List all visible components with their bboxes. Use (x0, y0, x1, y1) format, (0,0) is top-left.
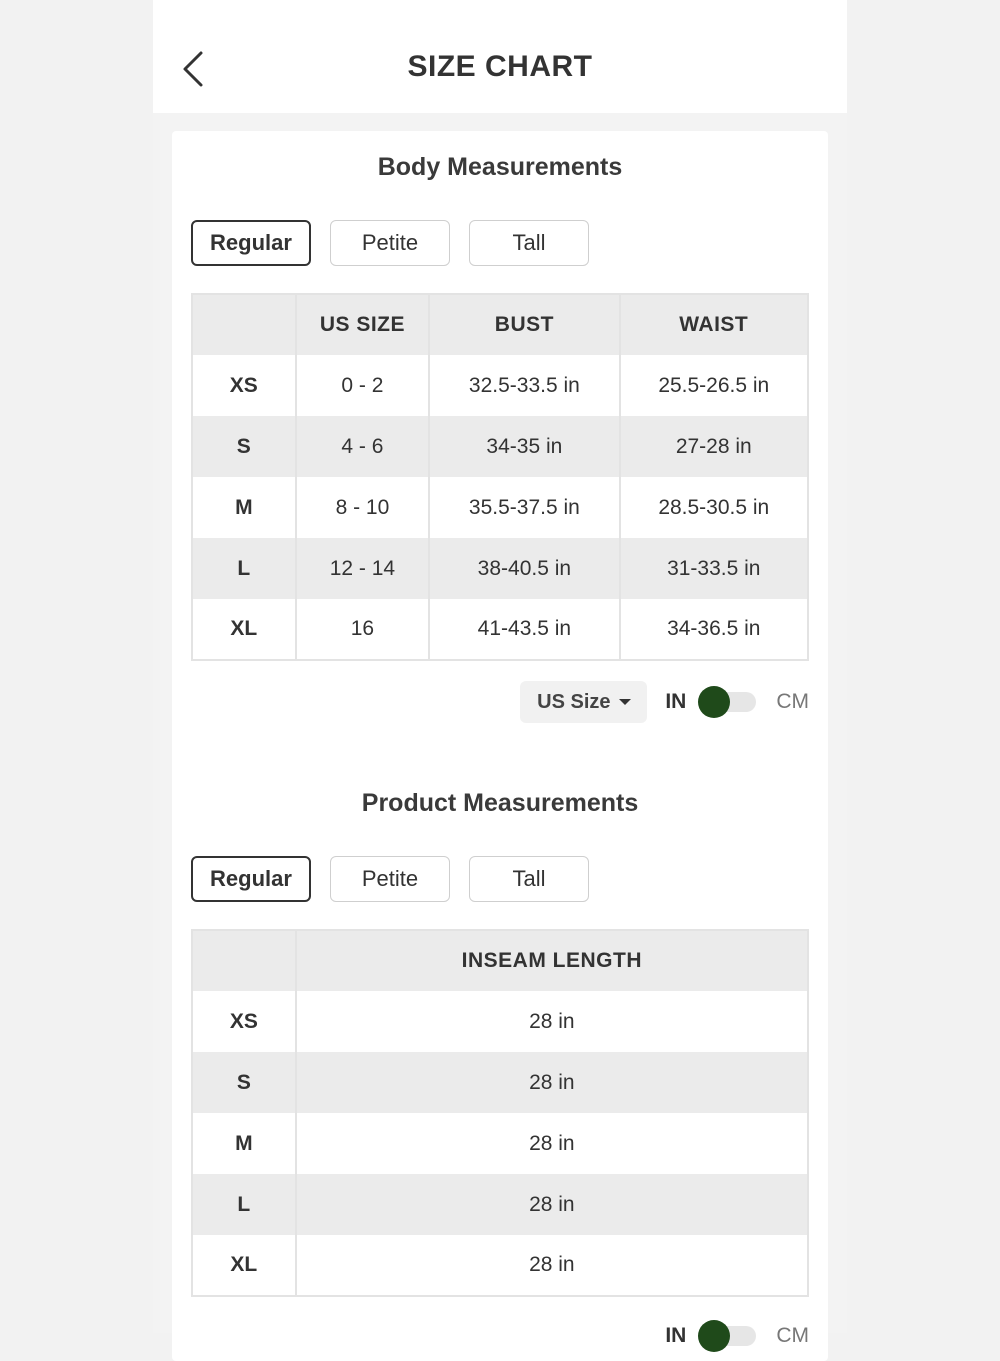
table-header-row (192, 930, 808, 991)
waist-cell: 34-36.5 in (667, 617, 761, 640)
unit-toggle[interactable] (698, 1318, 756, 1354)
table-row (192, 1174, 808, 1235)
toggle-knob (698, 686, 730, 718)
us-size-cell: 0 - 2 (296, 355, 430, 416)
body-fit-tabs (191, 220, 589, 266)
tab-regular[interactable]: Regular (191, 856, 311, 902)
bust-cell: 41-43.5 in (429, 599, 619, 660)
bust-cell: 32.5-33.5 in (429, 355, 619, 416)
size-label: L (192, 1174, 296, 1235)
tab-regular[interactable]: Regular (191, 220, 311, 266)
inseam-cell: 28 in (529, 1253, 575, 1276)
product-measurements-title: Product Measurements (361, 789, 639, 817)
unit-cm-label: CM (776, 690, 809, 713)
size-label: XS (192, 355, 296, 416)
table-row (192, 355, 808, 416)
column-header-us-size: US SIZE (296, 294, 430, 355)
waist-cell: 28.5-30.5 in (658, 495, 770, 519)
unit-cm-label: CM (776, 1324, 809, 1347)
inseam-cell: 28 in (296, 1052, 808, 1113)
column-header-waist: WAIST (620, 294, 808, 355)
unit-in-label: IN (665, 690, 687, 713)
header-bar (153, 0, 847, 113)
size-label: XL (192, 599, 296, 660)
size-label: M (192, 477, 296, 538)
inseam-cell: 28 in (296, 1174, 808, 1235)
table-row (192, 477, 808, 538)
tab-petite[interactable]: Petite (330, 856, 450, 902)
inseam-cell: 28 in (529, 1009, 575, 1033)
table-row (192, 1235, 808, 1296)
column-header-bust: BUST (429, 294, 619, 355)
size-chart-card (172, 131, 828, 1361)
caret-down-icon (619, 699, 631, 705)
product-measurements-table (191, 929, 809, 1297)
waist-cell: 25.5-26.5 in (658, 373, 770, 397)
size-chart-screen (153, 0, 847, 1347)
us-size-cell: 12 - 14 (296, 538, 430, 599)
column-header-inseam-length: INSEAM LENGTH (296, 930, 808, 991)
body-measurements-title: Body Measurements (377, 153, 623, 181)
table-row (192, 1052, 808, 1113)
bust-cell: 38-40.5 in (429, 538, 619, 599)
table-header-row (192, 294, 808, 355)
bust-cell: 35.5-37.5 in (429, 477, 619, 538)
table-row (192, 1113, 808, 1174)
column-header (192, 930, 296, 991)
bust-cell: 34-35 in (429, 416, 619, 477)
unit-toggle[interactable] (698, 684, 756, 720)
size-label: S (192, 1052, 296, 1113)
tab-petite[interactable]: Petite (330, 220, 450, 266)
size-label: M (192, 1113, 296, 1174)
waist-cell: 31-33.5 in (620, 538, 808, 599)
column-header (192, 294, 296, 355)
inseam-cell: 28 in (529, 1131, 575, 1155)
tab-tall[interactable]: Tall (469, 856, 589, 902)
us-size-cell: 16 (296, 599, 430, 660)
us-size-cell: 8 - 10 (296, 477, 430, 538)
size-system-label: US Size (537, 690, 611, 713)
size-system-dropdown[interactable] (520, 681, 647, 723)
table-row (192, 416, 808, 477)
table-row (192, 538, 808, 599)
unit-in-label: IN (665, 1324, 687, 1347)
product-fit-tabs (191, 856, 589, 902)
size-label: S (192, 416, 296, 477)
waist-cell: 27-28 in (620, 416, 808, 477)
size-label: XS (192, 991, 296, 1052)
us-size-cell: 4 - 6 (296, 416, 430, 477)
body-units-controls (172, 681, 809, 723)
product-units-controls (172, 1318, 809, 1354)
tab-tall[interactable]: Tall (469, 220, 589, 266)
size-label: XL (192, 1235, 296, 1296)
page-title: SIZE CHART (407, 50, 593, 83)
table-row (192, 599, 808, 660)
toggle-knob (698, 1320, 730, 1352)
body-measurements-table (191, 293, 809, 661)
table-row (192, 991, 808, 1052)
size-label: L (192, 538, 296, 599)
